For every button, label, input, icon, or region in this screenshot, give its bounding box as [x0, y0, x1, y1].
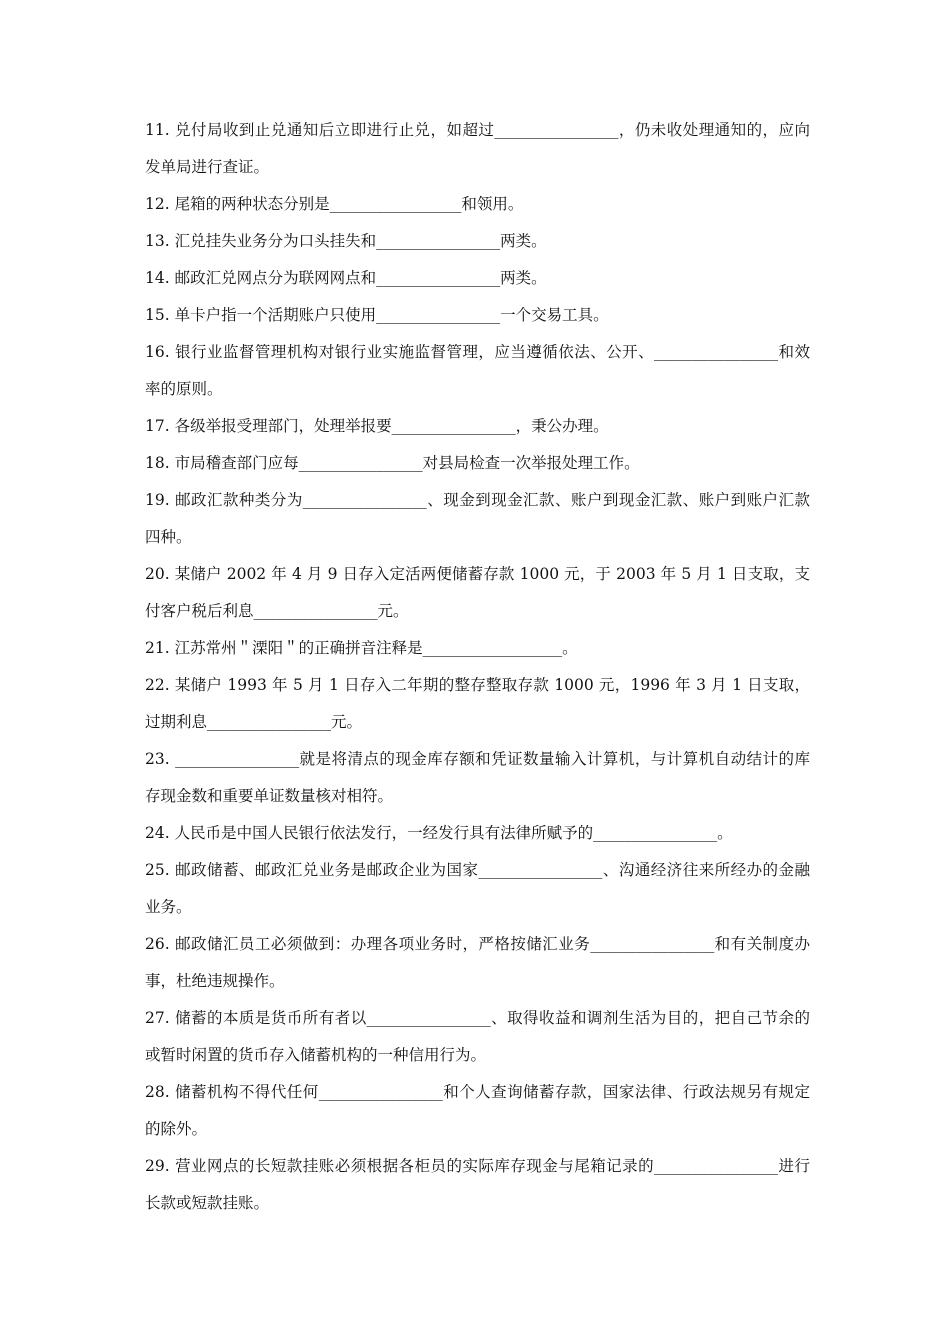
- question-16: [145, 334, 810, 408]
- question-number: 22.: [145, 676, 170, 694]
- question-text: 人民币是中国人民银行依法发行，一经发行具有法律所赋予的________________。: [174, 824, 733, 842]
- question-text: 市局稽查部门应每________________对县局检查一次举报处理工作。: [174, 454, 640, 472]
- question-number: 26.: [145, 935, 170, 953]
- question-20: [145, 556, 810, 630]
- question-text: 某储户 2002 年 4 月 9 日存入定活两便储蓄存款 1000 元，于 2003 年 5 月 1 日支取，支付客户税后利息________________元。: [145, 565, 810, 620]
- question-22: [145, 667, 810, 741]
- question-text: 邮政储汇员工必须做到：办理各项业务时，严格按储汇业务________________和有关制度办事，杜绝违规操作。: [145, 935, 810, 990]
- question-list: [145, 112, 810, 1222]
- question-number: 16.: [145, 343, 170, 361]
- question-text: 邮政汇款种类分为________________、现金到现金汇款、账户到现金汇款、账户到账户汇款四种。: [145, 491, 810, 546]
- question-25: [145, 852, 810, 926]
- question-number: 11.: [145, 121, 170, 139]
- question-18: [145, 445, 810, 482]
- question-number: 27.: [145, 1009, 170, 1027]
- question-number: 18.: [145, 454, 170, 472]
- question-13: [145, 223, 810, 260]
- question-text: 邮政汇兑网点分为联网网点和________________两类。: [174, 269, 547, 287]
- question-text: 各级举报受理部门，处理举报要________________，秉公办理。: [174, 417, 609, 435]
- question-number: 24.: [145, 824, 170, 842]
- question-number: 19.: [145, 491, 170, 509]
- question-text: 尾箱的两种状态分别是_________________和领用。: [174, 195, 524, 213]
- question-text: 储蓄的本质是货币所有者以________________、取得收益和调剂生活为目的，把自己节余的或暂时闲置的货币存入储蓄机构的一种信用行为。: [145, 1009, 810, 1064]
- question-text: 邮政储蓄、邮政汇兑业务是邮政企业为国家________________、沟通经济往来所经办的金融业务。: [145, 861, 810, 916]
- question-number: 17.: [145, 417, 170, 435]
- question-text: 江苏常州＂溧阳＂的正确拼音注释是__________________。: [174, 639, 578, 657]
- question-23: [145, 741, 810, 815]
- question-number: 28.: [145, 1083, 170, 1101]
- question-number: 21.: [145, 639, 170, 657]
- question-14: [145, 260, 810, 297]
- question-text: ________________就是将清点的现金库存额和凭证数量输入计算机，与计算机自动结计的库存现金数和重要单证数量核对相符。: [145, 750, 810, 805]
- question-11: [145, 112, 810, 186]
- question-15: [145, 297, 810, 334]
- question-number: 14.: [145, 269, 170, 287]
- question-number: 12.: [145, 195, 170, 213]
- question-12: [145, 186, 810, 223]
- question-21: [145, 630, 810, 667]
- question-17: [145, 408, 810, 445]
- question-text: 储蓄机构不得代任何________________和个人查询储蓄存款，国家法律、行政法规另有规定的除外。: [145, 1083, 810, 1138]
- question-29: [145, 1148, 810, 1222]
- question-number: 23.: [145, 750, 170, 768]
- question-text: 营业网点的长短款挂账必须根据各柜员的实际库存现金与尾箱记录的________________进行长款或短款挂账。: [145, 1157, 810, 1212]
- question-27: [145, 1000, 810, 1074]
- question-text: 银行业监督管理机构对银行业实施监督管理，应当遵循依法、公开、________________和效率的原则。: [145, 343, 810, 398]
- question-28: [145, 1074, 810, 1148]
- question-text: 单卡户指一个活期账户只使用________________一个交易工具。: [174, 306, 609, 324]
- question-19: [145, 482, 810, 556]
- question-text: 汇兑挂失业务分为口头挂失和________________两类。: [174, 232, 547, 250]
- question-number: 29.: [145, 1157, 170, 1175]
- question-number: 20.: [145, 565, 170, 583]
- question-text: 某储户 1993 年 5 月 1 日存入二年期的整存整取存款 1000 元，1996 年 3 月 1 日支取，过期利息________________元。: [145, 676, 810, 731]
- question-26: [145, 926, 810, 1000]
- question-number: 25.: [145, 861, 170, 879]
- question-number: 13.: [145, 232, 170, 250]
- question-number: 15.: [145, 306, 170, 324]
- question-24: [145, 815, 810, 852]
- question-text: 兑付局收到止兑通知后立即进行止兑，如超过________________，仍未收处理通知的，应向发单局进行查证。: [145, 121, 810, 176]
